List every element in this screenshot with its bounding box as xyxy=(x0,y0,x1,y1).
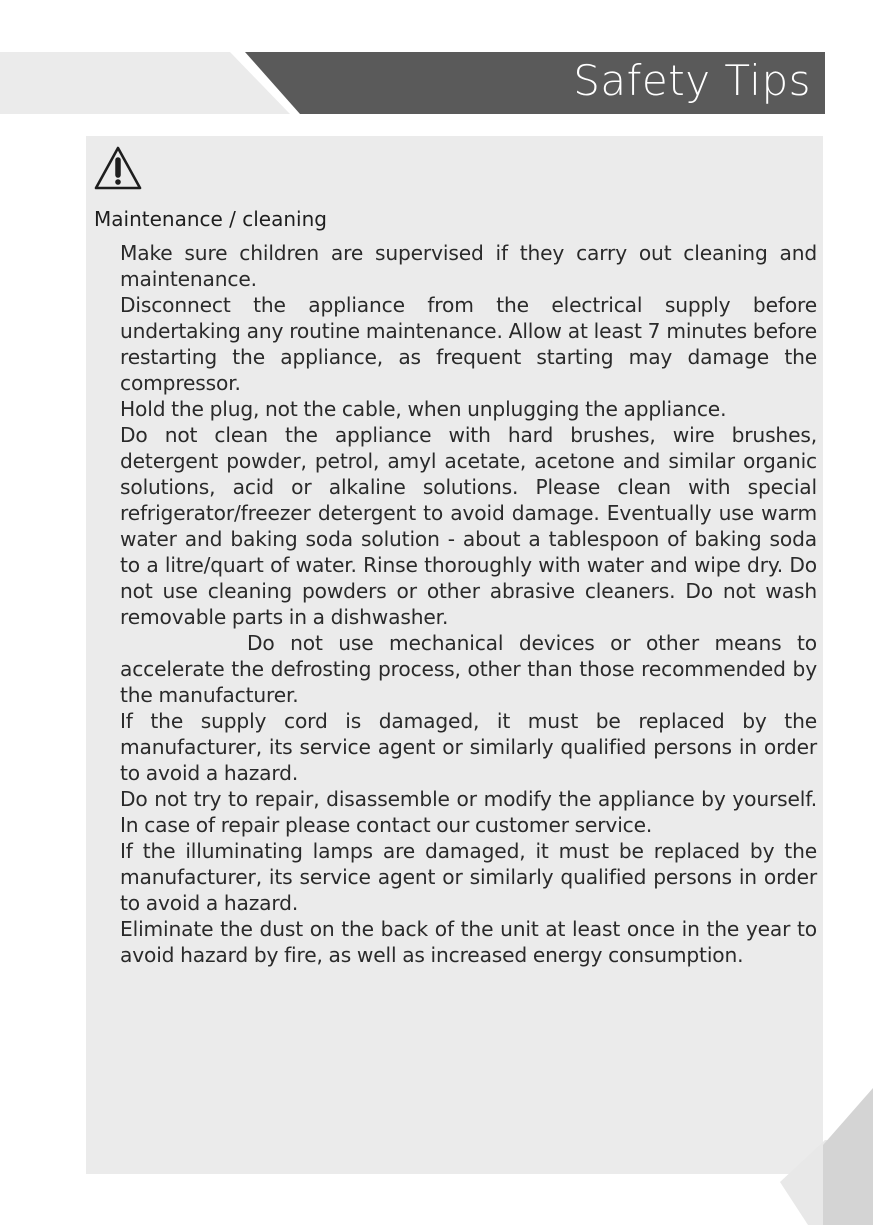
warning-triangle-icon xyxy=(93,145,143,191)
header-left-band xyxy=(0,52,290,114)
page-title: Safety Tips xyxy=(573,56,811,105)
paragraph-supervision: Make sure children are supervised if they carry out cleaning and maintenance. xyxy=(120,241,817,291)
paragraph-supply-cord: If the supply cord is damaged, it must be replaced by the manufacturer, its service agent or similarly qualified persons in order to avoid a hazard. xyxy=(120,709,817,785)
paragraph-cleaning-agents: Do not clean the appliance with hard brushes, wire brushes, detergent powder, petrol, amyl acetate, acetone and similar organic solutions, acid or alkaline solutions. Please clean with special refrigerator/freezer detergent to avoid damage. Eventually use warm water and baking soda solution - about a tablespoon of baking soda to a litre/quart of water. Rinse thoroughly with water and wipe dry. Do not use cleaning powders or other abrasive cleaners. Do not wash removable parts in a dishwasher. xyxy=(120,423,817,629)
paragraph-defrosting xyxy=(120,630,817,708)
section-title: Maintenance / cleaning xyxy=(94,207,327,231)
paragraph-lamps: If the illuminating lamps are damaged, it must be replaced by the manufacturer, its service agent or similarly qualified persons in order to avoid a hazard. xyxy=(120,839,817,915)
paragraph-dust: Eliminate the dust on the back of the unit at least once in the year to avoid hazard by fire, as well as increased energy consumption. xyxy=(120,917,817,967)
maintenance-text-block xyxy=(120,240,817,968)
paragraph-repair: Do not try to repair, disassemble or modify the appliance by yourself. In case of repair please contact our customer service. xyxy=(120,787,817,837)
page-corner-dark xyxy=(823,1088,873,1225)
paragraph-hold-plug: Hold the plug, not the cable, when unplugging the appliance. xyxy=(120,397,727,421)
paragraph-disconnect: Disconnect the appliance from the electrical supply before undertaking any routine maintenance. Allow at least 7 minutes before restarting the appliance, as frequent starting may damage the compressor. xyxy=(120,293,817,395)
paragraph-defrosting-text: Do not use mechanical devices or other means to accelerate the defrosting process, other than those recommended by the manufacturer. xyxy=(120,631,817,707)
